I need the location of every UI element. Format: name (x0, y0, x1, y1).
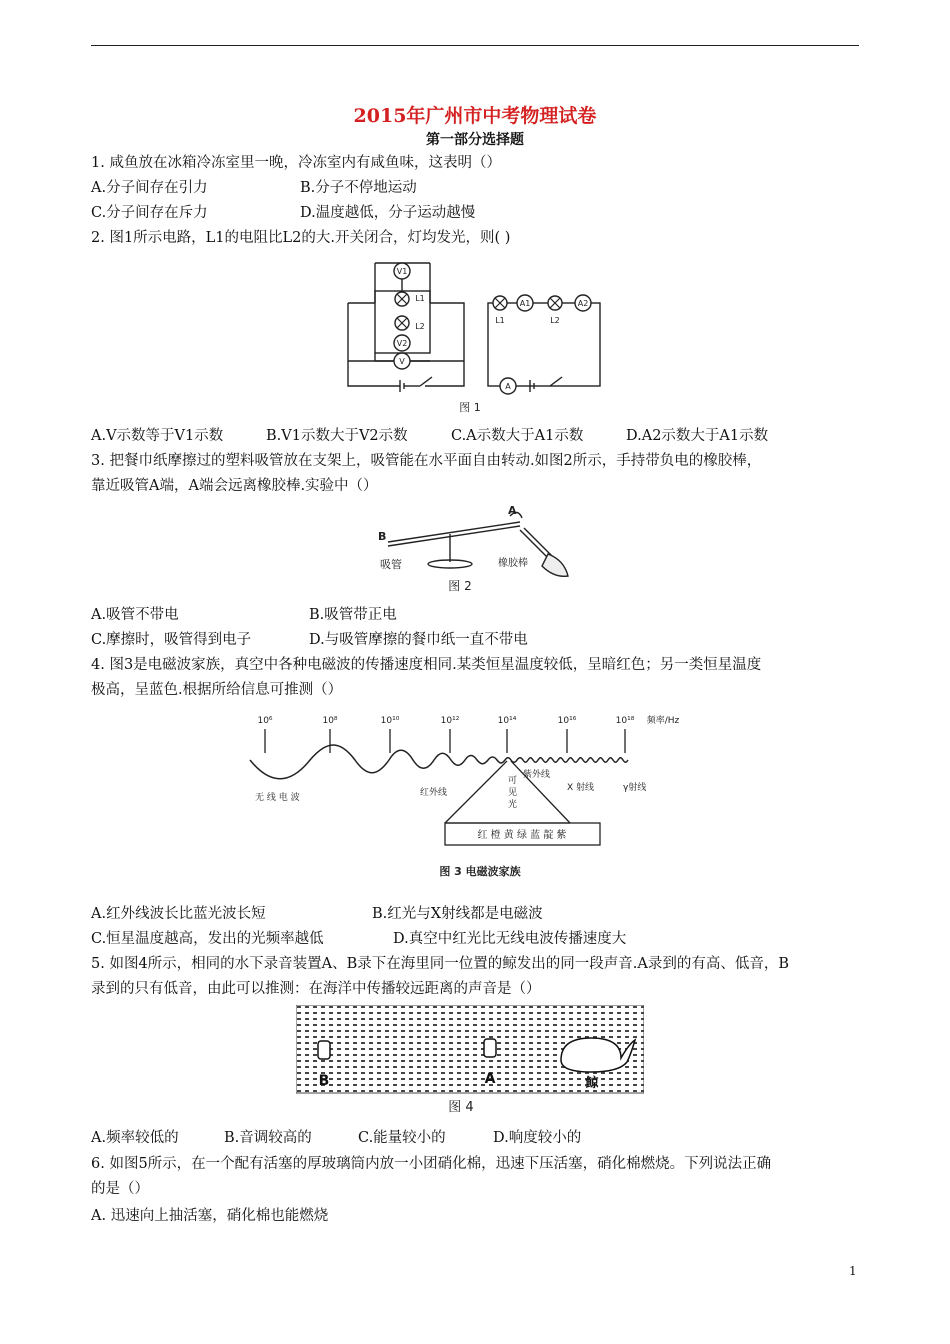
freq-label-1e6: 10⁶ (257, 716, 273, 726)
q6-stem-line2: 的是（） (91, 1181, 149, 1197)
q4-stem-line1: 4. 图3是电磁波家族，真空中各种电磁波的传播速度相同.某类恒星温度较低，呈暗红色；另一类恒星温度 (91, 657, 762, 673)
freq-label-1e8: 10⁸ (322, 716, 338, 726)
q3-option-d: D.与吸管摩擦的餐巾纸一直不带电 (309, 632, 528, 648)
fig1-label-l1-right: L1 (495, 316, 505, 325)
q1-option-c: C.分子间存在斥力 (91, 205, 208, 221)
q1-option-b: B.分子不停地运动 (300, 180, 417, 196)
band-radio: 无 线 电 波 (255, 793, 300, 803)
q2-option-a: A.V示数等于V1示数 (91, 428, 224, 444)
q4-option-b: B.红光与X射线都是电磁波 (372, 906, 543, 922)
fig1-label-l2-right: L2 (550, 316, 560, 325)
exam-title: 2015年广州市中考物理试卷 (353, 105, 597, 127)
visible-colors: 红 橙 黄 绿 蓝 靛 紫 (477, 830, 567, 841)
freq-unit-label: 频率/Hz (646, 716, 680, 726)
q3-stem-line1: 3. 把餐巾纸摩擦过的塑料吸管放在支架上，吸管能在水平面自由转动.如图2所示，手持带负电的橡胶棒， (91, 453, 762, 469)
q4-stem-line2: 极高，呈蓝色.根据所给信息可推测（） (91, 682, 343, 698)
figure-3-em-spectrum (245, 705, 710, 885)
figure-1-caption: 图 1 (459, 401, 481, 414)
fig4-label-a: A (484, 1071, 496, 1087)
band-infrared: 红外线 (420, 788, 448, 798)
q6-option-a: A. 迅速向上抽活塞，硝化棉也能燃烧 (91, 1208, 329, 1224)
q2-option-d: D.A2示数大于A1示数 (626, 428, 769, 444)
fig2-label-rod: 橡胶棒 (498, 558, 528, 569)
freq-label-1e14: 10¹⁴ (497, 716, 517, 726)
q5-stem-line2: 录到的只有低音，由此可以推测：在海洋中传播较远距离的声音是（） (91, 981, 541, 997)
q1-option-a: A.分子间存在引力 (91, 180, 208, 196)
section-title: 第一部分选择题 (426, 132, 524, 148)
q4-option-d: D.真空中红光比无线电波传播速度大 (393, 931, 627, 947)
fig1-label-a2: A2 (577, 299, 589, 308)
figure-2-straw (370, 502, 590, 597)
fig2-label-a: A (508, 504, 517, 517)
q5-stem-line1: 5. 如图4所示，相同的水下录音装置A、B录下在海里同一位置的鲸发出的同一段声音.A录到的有高、低音，B (91, 956, 790, 972)
fig2-label-b: B (378, 530, 387, 543)
figure-1-circuits (340, 253, 610, 423)
fig4-label-whale: 鲸 (585, 1076, 599, 1091)
q5-option-c: C.能量较小的 (358, 1130, 446, 1146)
fig2-label-straw: 吸管 (380, 558, 402, 571)
q5-option-a: A.频率较低的 (91, 1130, 179, 1146)
fig1-label-v: V (399, 357, 405, 366)
fig1-label-a1: A1 (519, 299, 531, 308)
fig1-label-l1: L1 (415, 294, 425, 303)
freq-label-1e16: 10¹⁶ (557, 716, 577, 726)
q5-option-d: D.响度较小的 (493, 1130, 582, 1146)
q5-option-b: B.音调较高的 (224, 1130, 312, 1146)
q2-option-c: C.A示数大于A1示数 (451, 428, 584, 444)
visible-char-2: 见 (508, 788, 518, 798)
q3-option-a: A.吸管不带电 (91, 607, 179, 623)
freq-label-1e18: 10¹⁸ (615, 716, 635, 726)
fig1-label-a: A (505, 382, 511, 391)
band-ultraviolet: 紫外线 (523, 770, 551, 780)
band-xray: X 射线 (567, 783, 595, 793)
q4-option-a: A.红外线波长比蓝光波长短 (91, 906, 266, 922)
figure-3-caption: 图 3 电磁波家族 (439, 865, 521, 878)
figure-2-caption: 图 2 (448, 579, 472, 593)
fig1-label-v2: V2 (396, 339, 408, 348)
fig1-label-l2: L2 (415, 322, 425, 331)
freq-label-1e10: 10¹⁰ (380, 716, 400, 726)
figure-4-underwater (296, 1005, 644, 1118)
q1-stem: 1. 咸鱼放在冰箱冷冻室里一晚，冷冻室内有咸鱼味，这表明（） (91, 155, 501, 171)
q1-option-d: D.温度越低，分子运动越慢 (300, 205, 476, 221)
q3-option-c: C.摩擦时，吸管得到电子 (91, 632, 252, 648)
band-gamma: γ射线 (623, 783, 647, 793)
fig1-label-v1: V1 (396, 267, 408, 276)
q2-option-b: B.V1示数大于V2示数 (266, 428, 408, 444)
figure-4-caption: 图 4 (448, 1100, 474, 1115)
q2-stem: 2. 图1所示电路，L1的电阻比L2的大.开关闭合，灯均发光，则( ) (91, 230, 511, 246)
q3-option-b: B.吸管带正电 (309, 607, 397, 623)
q4-option-c: C.恒星温度越高，发出的光频率越低 (91, 931, 324, 947)
page-number: 1 (849, 1264, 857, 1278)
fig4-label-b: B (318, 1073, 330, 1089)
q3-stem-line2: 靠近吸管A端，A端会远离橡胶棒.实验中（） (91, 478, 378, 494)
visible-char-3: 光 (508, 800, 518, 810)
header-rule (91, 45, 859, 46)
freq-label-1e12: 10¹² (440, 716, 460, 726)
q6-stem-line1: 6. 如图5所示，在一个配有活塞的厚玻璃筒内放一小团硝化棉，迅速下压活塞，硝化棉燃烧。下列说法正确 (91, 1156, 772, 1172)
visible-char-1: 可 (508, 776, 518, 786)
